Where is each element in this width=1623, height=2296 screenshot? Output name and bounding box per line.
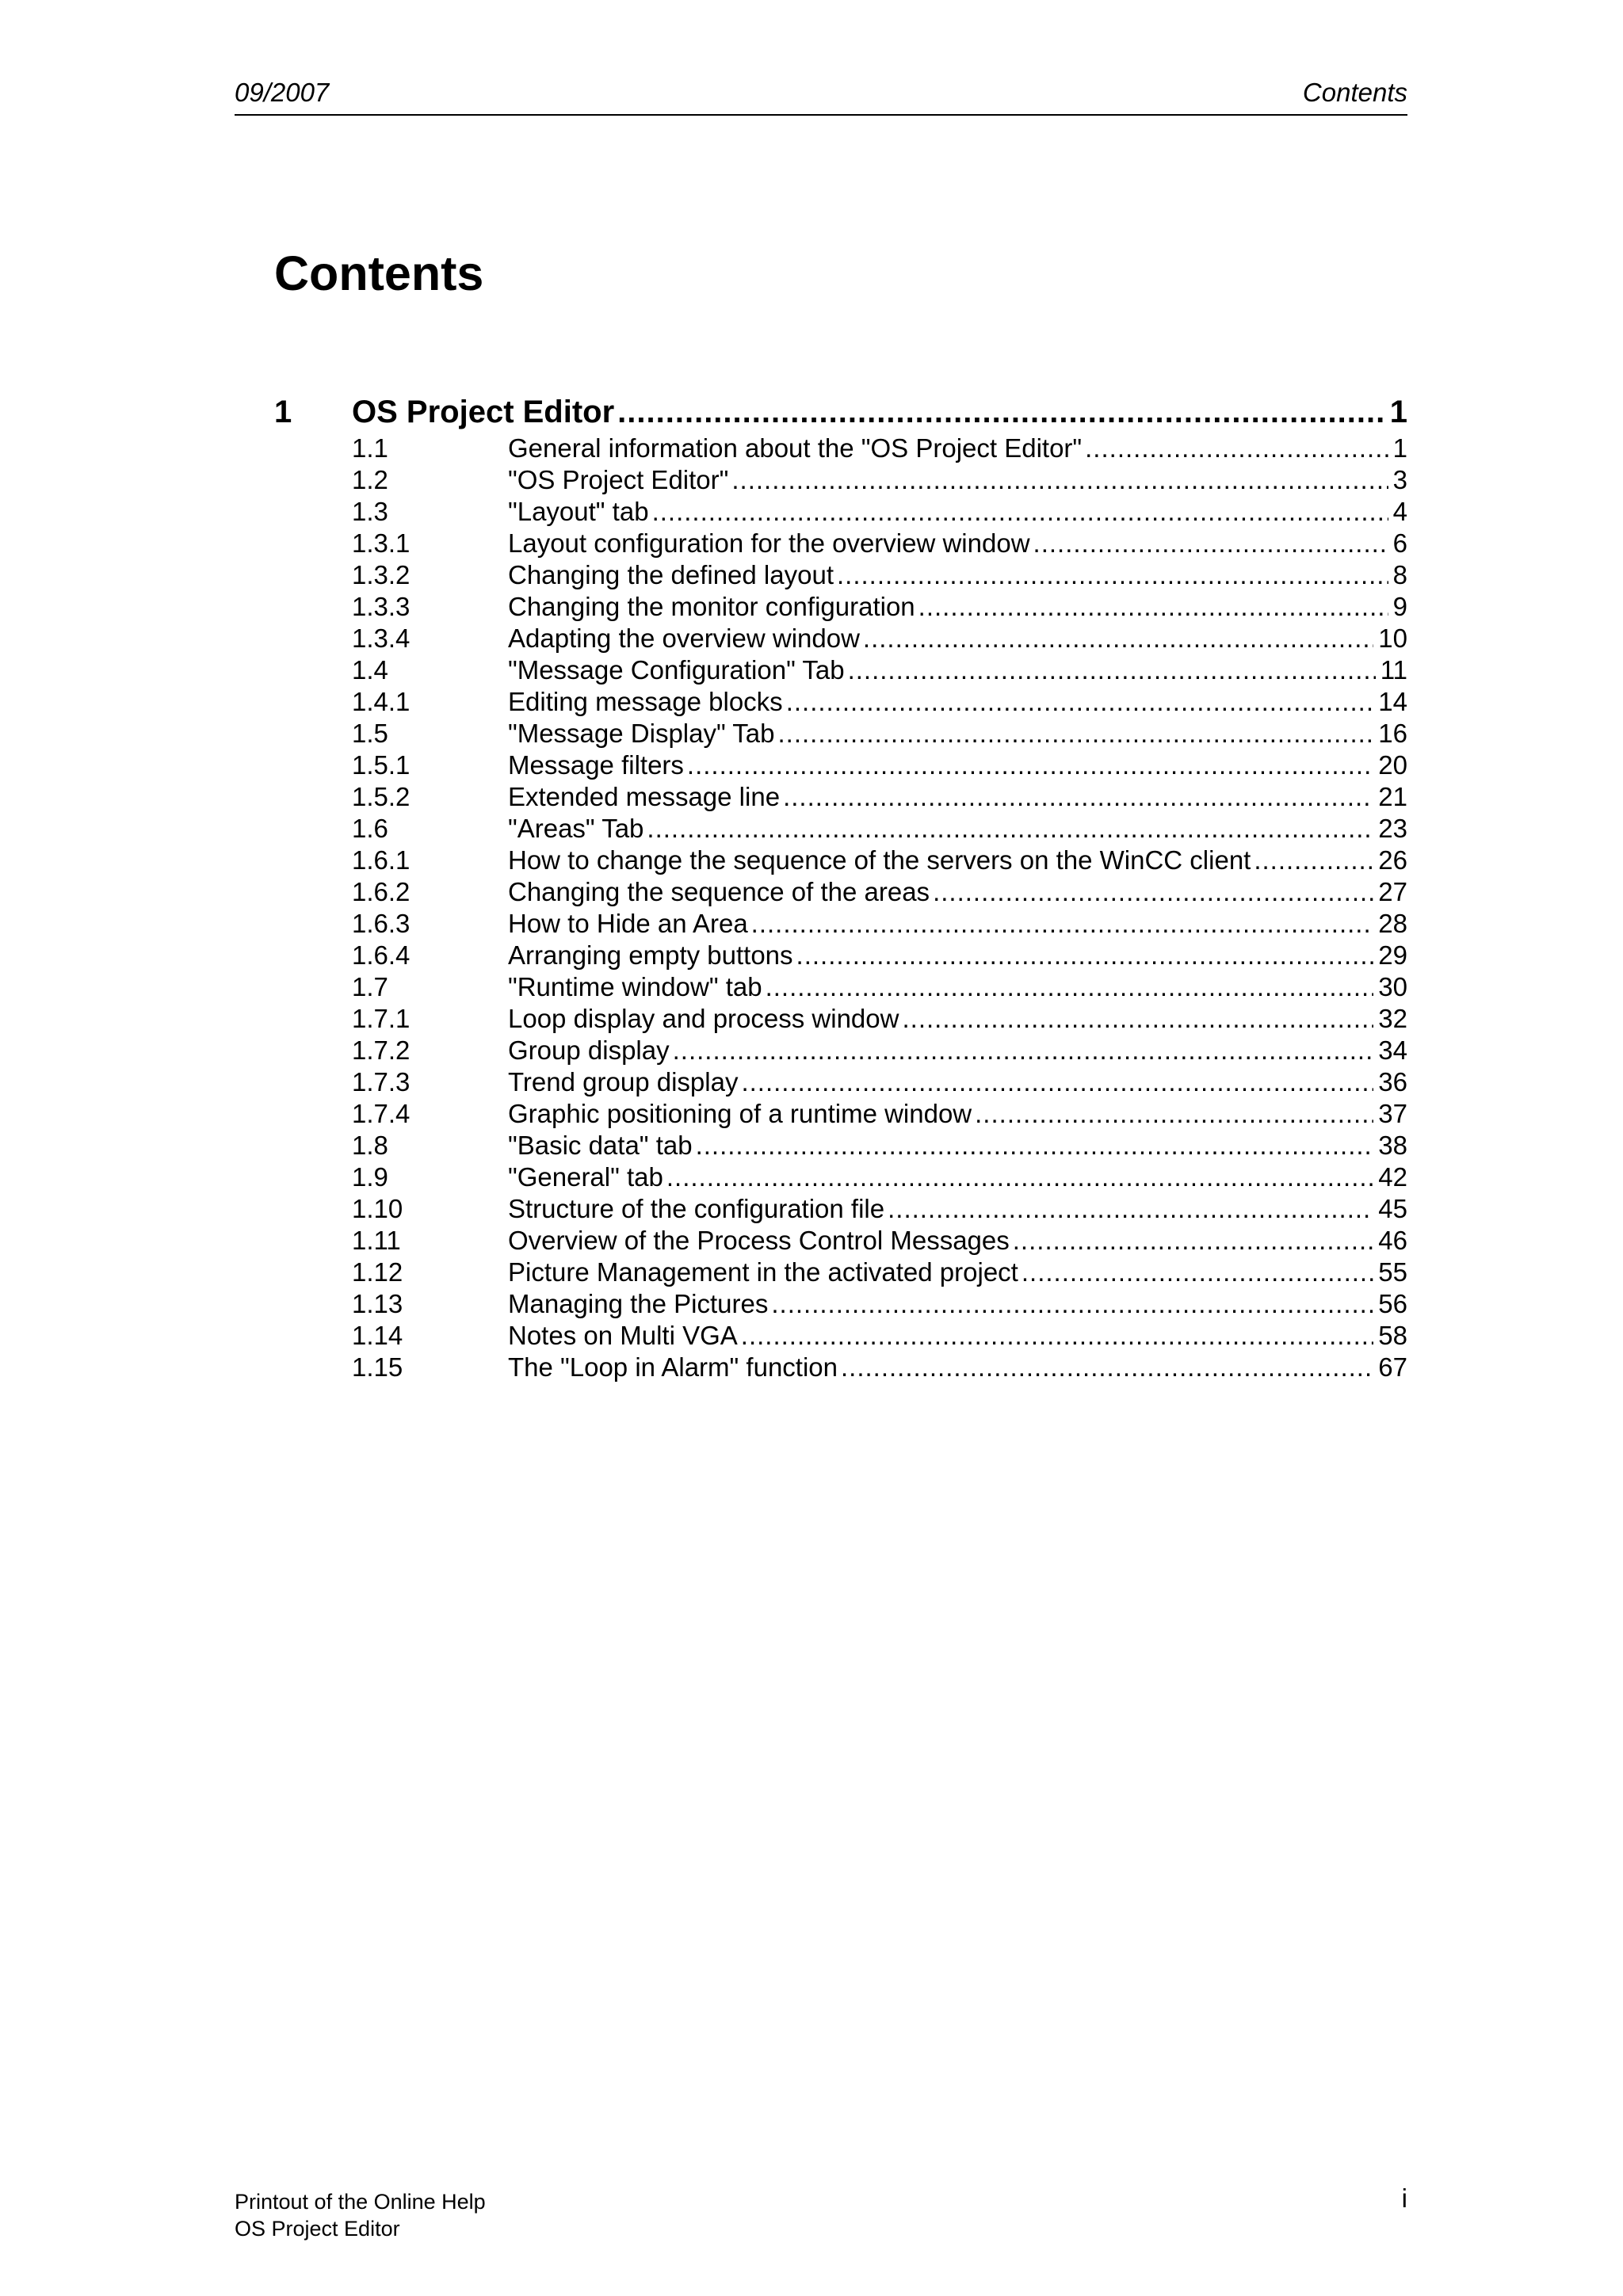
toc-entry-page: 28 [1373, 908, 1407, 940]
toc-entry-number: 1.4 [352, 655, 388, 685]
toc-leader-dots [1085, 433, 1388, 464]
toc-entry-number: 1.6.2 [352, 877, 411, 906]
toc-entry[interactable] [274, 1035, 1407, 1066]
toc-entry-page: 9 [1388, 591, 1407, 623]
toc-leader-dots [783, 781, 1373, 813]
toc-leader-dots [687, 749, 1373, 781]
toc-entry[interactable] [274, 1066, 1407, 1098]
toc-entry-number: 1.7.4 [352, 1099, 411, 1128]
toc-leader-dots [933, 876, 1373, 908]
toc-entry[interactable] [274, 1003, 1407, 1035]
toc-entry-number: 1.14 [352, 1321, 403, 1350]
toc-entry-number: 1.4.1 [352, 687, 411, 716]
toc-chapter-title: OS Project Editor [352, 391, 617, 433]
toc-entry-page: 37 [1373, 1098, 1407, 1130]
toc-leader-dots [837, 559, 1388, 591]
toc-entry-title: General information about the "OS Project Editor" [508, 433, 1085, 464]
toc-entry-page: 10 [1373, 623, 1407, 654]
toc-entry-number: 1.7.3 [352, 1067, 411, 1097]
toc-entry-number: 1.12 [352, 1257, 403, 1287]
toc-entry-number: 1.6 [352, 814, 388, 843]
toc-entry-page: 23 [1373, 813, 1407, 845]
toc-entry-title: The "Loop in Alarm" function [508, 1352, 841, 1383]
toc-entry-title: Layout configuration for the overview window [508, 528, 1033, 559]
toc-entry-page: 16 [1373, 718, 1407, 749]
toc-entry-title: "Areas" Tab [508, 813, 647, 845]
toc-entry[interactable] [274, 908, 1407, 940]
toc-entry-page: 38 [1373, 1130, 1407, 1161]
toc-chapter-number: 1 [274, 395, 292, 429]
toc-entry-number: 1.9 [352, 1162, 388, 1192]
toc-entry-number: 1.3.4 [352, 624, 411, 653]
toc-entry-title: Arranging empty buttons [508, 940, 796, 971]
toc-entry-title: "Layout" tab [508, 496, 652, 528]
toc-entry-title: How to Hide an Area [508, 908, 751, 940]
toc-entry-title: Managing the Pictures [508, 1288, 771, 1320]
toc-entry-page: 34 [1373, 1035, 1407, 1066]
header-date: 09/2007 [235, 78, 330, 107]
toc-entry-page: 11 [1376, 654, 1407, 686]
toc-entry-number: 1.1 [352, 433, 388, 463]
toc-entry-title: Picture Management in the activated project [508, 1257, 1022, 1288]
toc-leader-dots [696, 1130, 1374, 1161]
toc-leader-dots [786, 686, 1374, 718]
toc-entry-number: 1.15 [352, 1352, 403, 1382]
toc-entry[interactable] [274, 528, 1407, 559]
toc-entry-number: 1.3.2 [352, 560, 411, 589]
toc-entry-page: 20 [1373, 749, 1407, 781]
toc-entry[interactable] [274, 433, 1407, 464]
toc-entry-number: 1.5 [352, 719, 388, 748]
toc-entry[interactable] [274, 1161, 1407, 1193]
page-title: Contents [274, 246, 484, 300]
toc-entry[interactable] [274, 971, 1407, 1003]
toc-leader-dots [617, 391, 1385, 433]
toc-entry-page: 8 [1388, 559, 1407, 591]
toc-entry-page: 55 [1373, 1257, 1407, 1288]
toc-leader-dots [888, 1193, 1373, 1225]
toc-entry-title: "Basic data" tab [508, 1130, 696, 1161]
toc-leader-dots [751, 908, 1374, 940]
table-of-contents [274, 391, 1407, 1383]
toc-entry-number: 1.2 [352, 465, 388, 494]
toc-leader-dots [741, 1320, 1374, 1352]
toc-entry-title: "OS Project Editor" [508, 464, 731, 496]
toc-entry[interactable] [274, 1320, 1407, 1352]
toc-leader-dots [741, 1066, 1373, 1098]
toc-entry-title: Trend group display [508, 1066, 741, 1098]
toc-entry-title: Message filters [508, 749, 687, 781]
toc-entry[interactable] [274, 1257, 1407, 1288]
toc-entry-page: 4 [1388, 496, 1407, 528]
toc-entry-title: Extended message line [508, 781, 783, 813]
toc-entry-number: 1.7 [352, 972, 388, 1001]
toc-leader-dots [1033, 528, 1388, 559]
toc-chapter-page: 1 [1385, 391, 1407, 433]
toc-entry-page: 42 [1373, 1161, 1407, 1193]
toc-leader-dots [766, 971, 1374, 1003]
toc-entry-number: 1.11 [352, 1226, 401, 1255]
toc-entry[interactable] [274, 496, 1407, 528]
toc-entry-number: 1.10 [352, 1194, 403, 1223]
toc-leader-dots [796, 940, 1374, 971]
toc-entry[interactable] [274, 940, 1407, 971]
toc-entry[interactable] [274, 845, 1407, 876]
toc-leader-dots [777, 718, 1373, 749]
toc-entry-page: 26 [1373, 845, 1407, 876]
toc-entry[interactable] [274, 559, 1407, 591]
toc-entry-page: 45 [1373, 1193, 1407, 1225]
footer-doc-title: OS Project Editor [235, 2217, 400, 2241]
toc-entry-number: 1.5.1 [352, 750, 411, 780]
toc-entry-page: 67 [1373, 1352, 1407, 1383]
toc-entry-page: 3 [1388, 464, 1407, 496]
toc-entry-title: Graphic positioning of a runtime window [508, 1098, 975, 1130]
toc-entry-title: Structure of the configuration file [508, 1193, 888, 1225]
toc-leader-dots [647, 813, 1373, 845]
toc-entry-title: Group display [508, 1035, 673, 1066]
toc-entry-number: 1.6.1 [352, 845, 411, 875]
toc-entry-title: Changing the defined layout [508, 559, 837, 591]
toc-entry[interactable] [274, 1352, 1407, 1383]
footer-page-number: i [1401, 2183, 1407, 2213]
toc-entry[interactable] [274, 749, 1407, 781]
toc-entry-page: 1 [1388, 433, 1407, 464]
toc-entry-title: Changing the monitor configuration [508, 591, 918, 623]
toc-entry[interactable] [274, 1098, 1407, 1130]
toc-entry[interactable] [274, 1225, 1407, 1257]
toc-entry-page: 58 [1373, 1320, 1407, 1352]
toc-entry[interactable] [274, 1130, 1407, 1161]
toc-entry-page: 36 [1373, 1066, 1407, 1098]
toc-leader-dots [848, 654, 1376, 686]
toc-entry-page: 29 [1373, 940, 1407, 971]
footer-doc-type: Printout of the Online Help [235, 2190, 486, 2214]
toc-entry[interactable] [274, 781, 1407, 813]
toc-entry-title: "Message Configuration" Tab [508, 654, 848, 686]
toc-entry[interactable] [274, 654, 1407, 686]
toc-entry-title: Adapting the overview window [508, 623, 863, 654]
toc-entry-title: Loop display and process window [508, 1003, 902, 1035]
toc-leader-dots [1254, 845, 1373, 876]
toc-entry-number: 1.7.1 [352, 1004, 411, 1033]
toc-entry-number: 1.6.3 [352, 909, 411, 938]
toc-entry[interactable] [274, 1193, 1407, 1225]
toc-entry-number: 1.5.2 [352, 782, 411, 811]
toc-leader-dots [863, 623, 1373, 654]
toc-entry-title: "Runtime window" tab [508, 971, 766, 1003]
toc-leader-dots [666, 1161, 1373, 1193]
toc-entry[interactable] [274, 591, 1407, 623]
toc-chapter[interactable] [274, 391, 1407, 433]
toc-entry[interactable] [274, 718, 1407, 749]
toc-entry-number: 1.3 [352, 497, 388, 526]
toc-entry-number: 1.3.3 [352, 592, 411, 621]
toc-entry-page: 56 [1373, 1288, 1407, 1320]
toc-entry-title: Overview of the Process Control Messages [508, 1225, 1013, 1257]
toc-entry-title: Editing message blocks [508, 686, 786, 718]
toc-entry-title: How to change the sequence of the servers on the WinCC client [508, 845, 1254, 876]
page-header [235, 76, 1407, 116]
toc-leader-dots [731, 464, 1388, 496]
toc-leader-dots [918, 591, 1388, 623]
toc-entry-number: 1.3.1 [352, 528, 411, 558]
toc-entry-page: 30 [1373, 971, 1407, 1003]
header-section: Contents [1302, 78, 1407, 107]
toc-entry[interactable] [274, 876, 1407, 908]
toc-entry-page: 27 [1373, 876, 1407, 908]
toc-entry-title: Notes on Multi VGA [508, 1320, 741, 1352]
toc-leader-dots [841, 1352, 1373, 1383]
toc-entry-title: "General" tab [508, 1161, 666, 1193]
toc-entry-page: 14 [1373, 686, 1407, 718]
toc-entry-title: "Message Display" Tab [508, 718, 777, 749]
toc-entry[interactable] [274, 1288, 1407, 1320]
toc-entry-page: 21 [1373, 781, 1407, 813]
toc-entry-page: 6 [1388, 528, 1407, 559]
toc-leader-dots [771, 1288, 1373, 1320]
toc-entry-number: 1.7.2 [352, 1035, 411, 1065]
toc-leader-dots [975, 1098, 1373, 1130]
toc-leader-dots [902, 1003, 1373, 1035]
toc-entry-number: 1.6.4 [352, 940, 411, 970]
toc-leader-dots [1022, 1257, 1373, 1288]
toc-entry-title: Changing the sequence of the areas [508, 876, 933, 908]
toc-entry-number: 1.13 [352, 1289, 403, 1318]
toc-entry[interactable] [274, 464, 1407, 496]
toc-leader-dots [652, 496, 1388, 528]
toc-entry-page: 46 [1373, 1225, 1407, 1257]
toc-entry[interactable] [274, 686, 1407, 718]
toc-leader-dots [1013, 1225, 1374, 1257]
toc-entry[interactable] [274, 623, 1407, 654]
toc-entry-number: 1.8 [352, 1131, 388, 1160]
toc-entry[interactable] [274, 813, 1407, 845]
toc-leader-dots [673, 1035, 1374, 1066]
toc-entry-page: 32 [1373, 1003, 1407, 1035]
